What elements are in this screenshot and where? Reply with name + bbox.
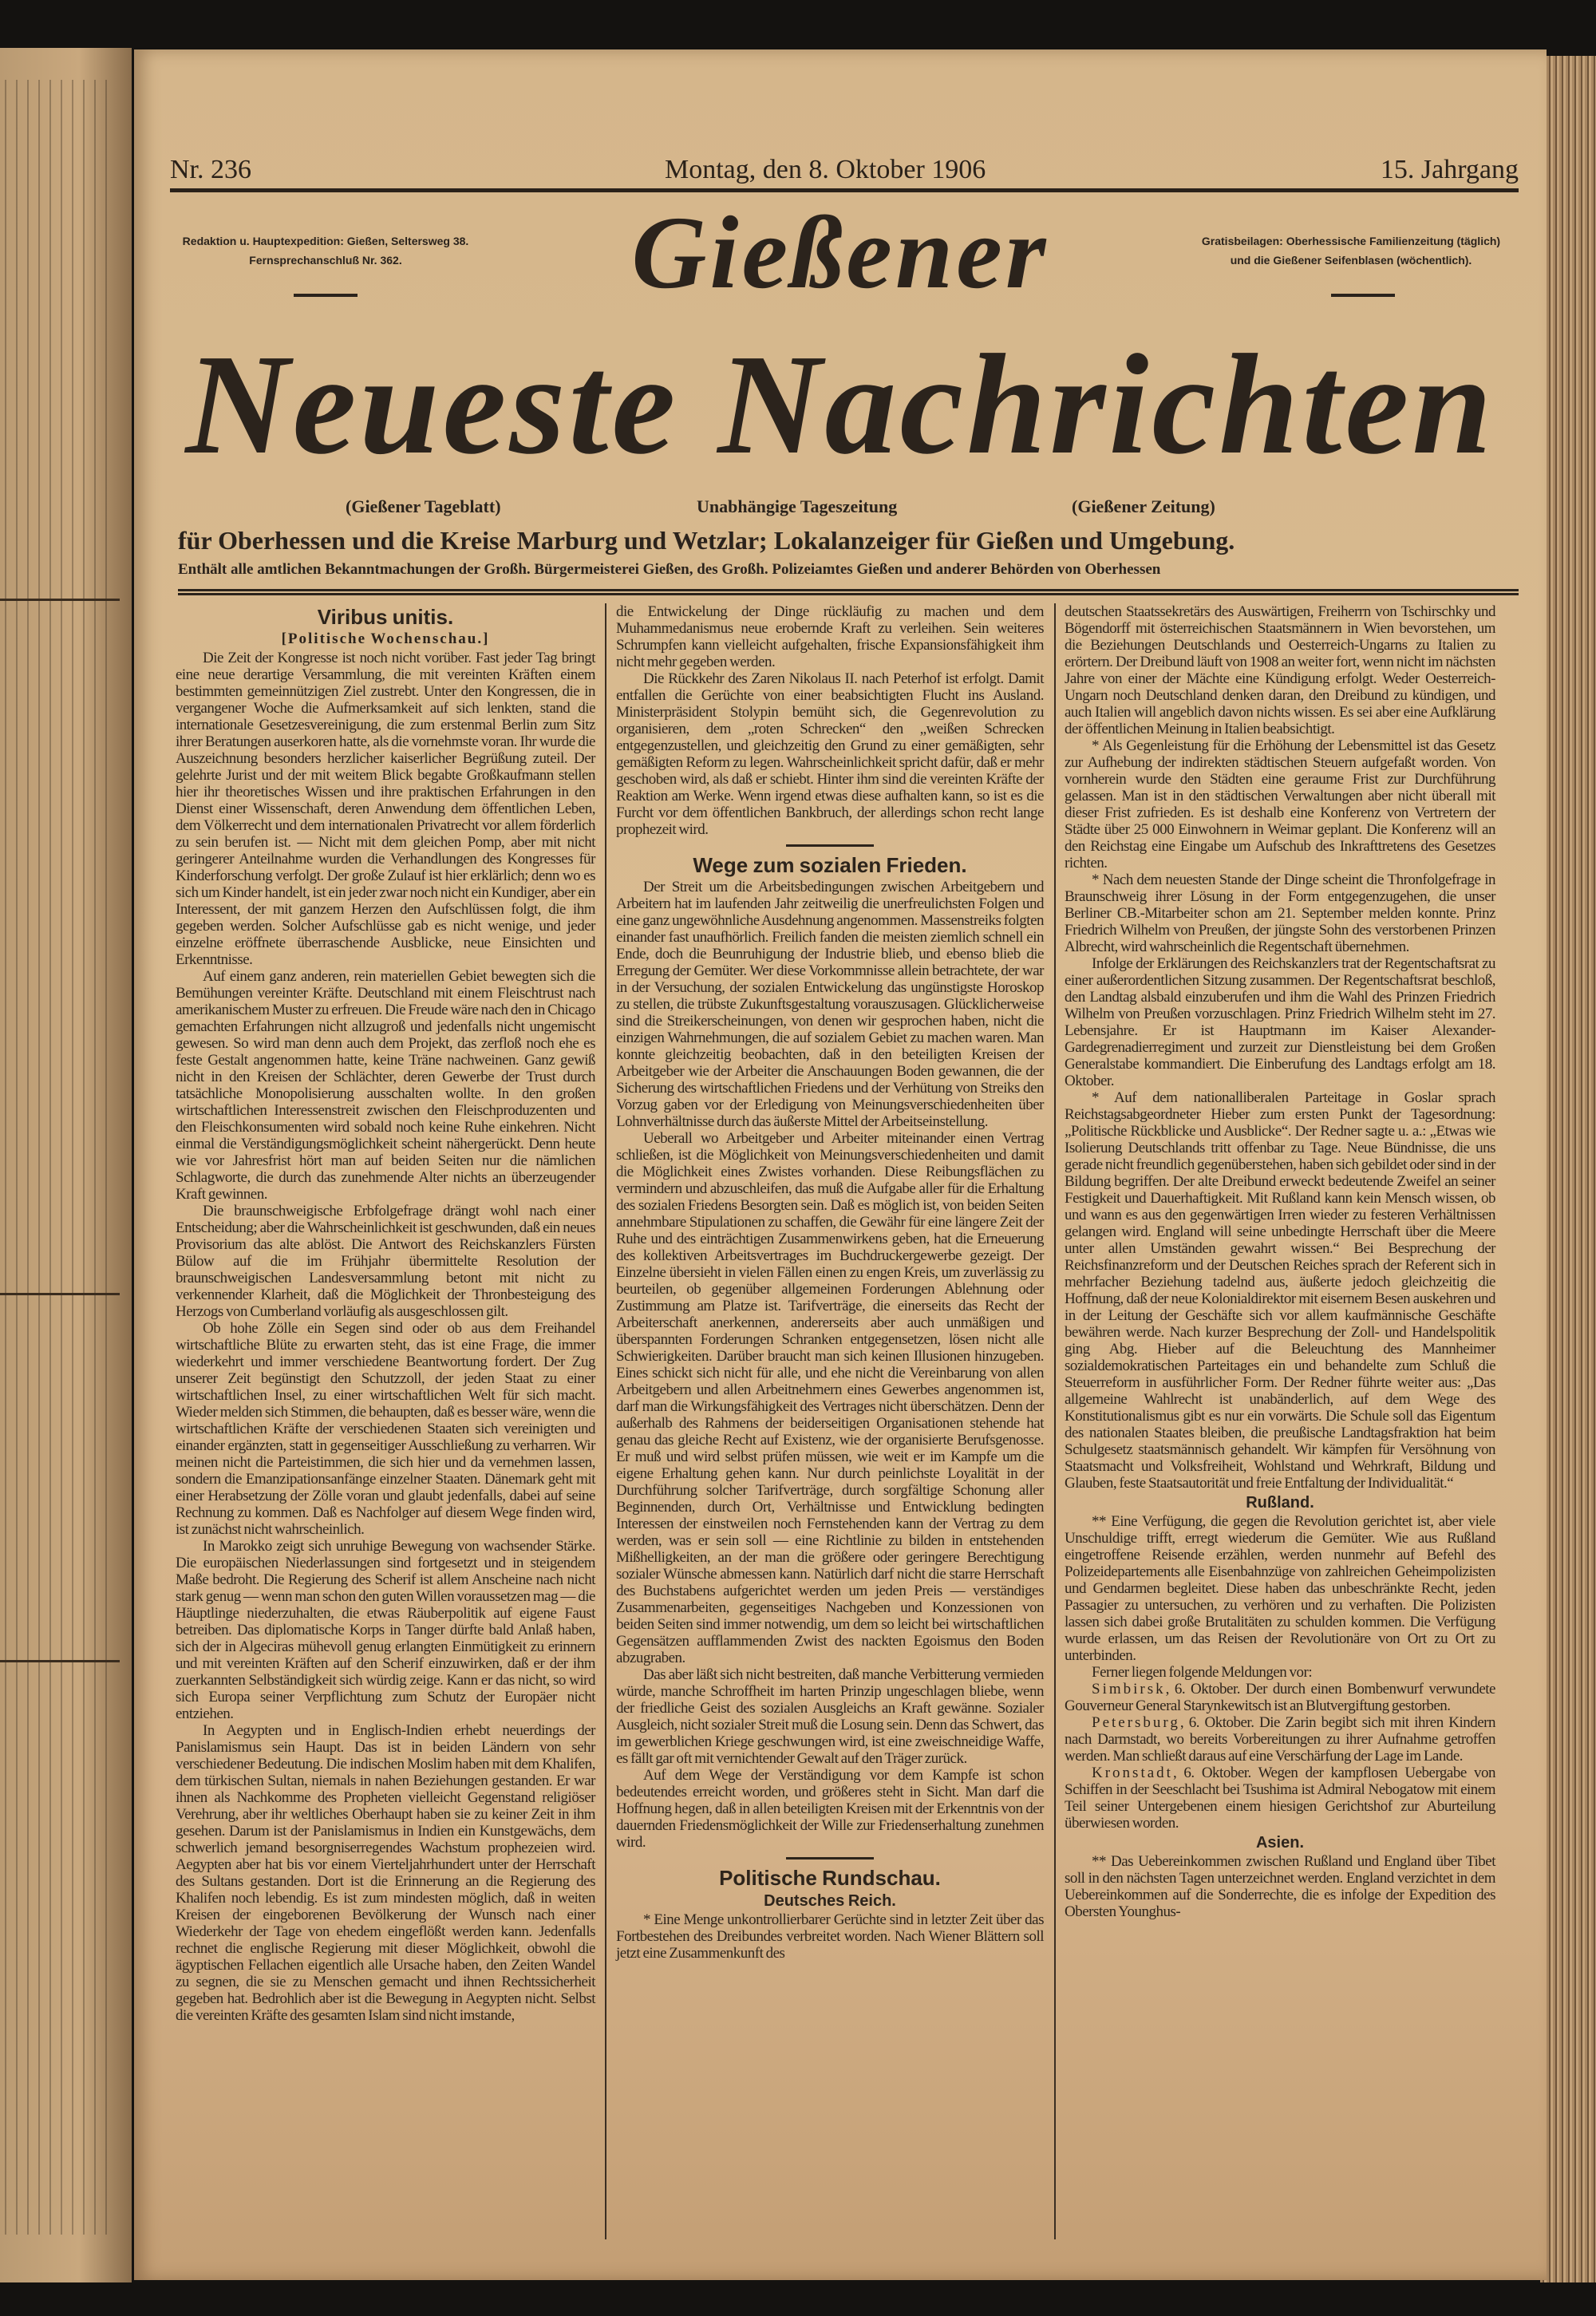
phone-text: Fernsprechanschluß Nr. 362. bbox=[249, 254, 402, 267]
page-stack-edge bbox=[1540, 56, 1596, 2282]
paragraph: ** Eine Verfügung, die gegen die Revolution gerichtet ist, aber viele Unschuldige trifft, erregt wiederum die Gemüter. Wie aus Rußland eingetroffene Reisende erzählen, werden nunmehr auf Befehl des Polizeidepartements alle Eisenbahnzüge von zahlreichen Geheimpolizisten und Gendarmen begleitet. Diese haben das unbeschränkte Recht, jeden Passagier zu untersuchen, zu verhören und zu verhaften. Die Polizisten lassen sich dabei große Brutalitäten zu schulden kommen. Die Verfügung wurde erlassen, um das Reisen der Revolutionäre von Ort zu Ort zu unterbinden. bbox=[1065, 1513, 1495, 1664]
header-double-rule bbox=[178, 589, 1519, 595]
paragraph: Ob hohe Zölle ein Segen sind oder ob aus dem Freihandel wirtschaftliche Blüte zu erwarten steht, das ist eine Frage, die immer wiederkehrt und immer verschiedene Beantwortung fordert. Der Zug unserer Zeit begünstigt den Schutzzoll, der jeden Staat zu einer wirtschaftlichen Insel, zu einer wirtschaftlichen Welt für sich macht. Wieder melden sich Stimmen, die behaupten, daß es besser wäre, wenn die wirtschaftlichen Kräfte der verschiedenen Staaten sich vereinigten und einander ergänzten, statt in gegenseitiger Ausschließung zu verharren. Wir meinen nicht die Parteistimmen, die sich hier und da vernehmen lassen, sondern die Emanzipationsanfänge einzelner Staaten. Dänemark geht mit einer Herabsetzung der Zölle voran und glaubt jedenfalls, dabei auf seine Rechnung zu kommen. Daß es Nachfolger auf diesem Wege finden wird, ist zunächst nicht wahrscheinlich. bbox=[176, 1320, 595, 1538]
paragraph: Die braunschweigische Erbfolgefrage drängt wohl nach einer Entscheidung; aber die Wahrscheinlichkeit ist geschwunden, daß ein neues Provisorium das alte ablöst. Die Antwort des Reichskanzlers Fürsten Bülow auf die im Frühjahr übermittelte Resolution der braunschweigischen Landesversammlung betont mit nicht zu verkennender Klarheit, daß die Möglichkeit der Thronbesteigung des Herzogs von Cumberland vorläufig als ausgeschlossen gilt. bbox=[176, 1203, 595, 1320]
supplements-note bbox=[1175, 231, 1527, 270]
issue-date: Montag, den 8. Oktober 1906 bbox=[665, 155, 986, 184]
report-place: Kronstadt bbox=[1092, 1765, 1173, 1781]
masthead-title-top: Gießener bbox=[631, 196, 1049, 310]
report-place: Simbirsk bbox=[1092, 1681, 1166, 1697]
subtitle-right: (Gießener Zeitung) bbox=[1072, 496, 1215, 516]
paragraph: ** Das Uebereinkommen zwischen Rußland und England über Tibet soll in den nächsten Tagen unterzeichnet werden. England verzichtet in dem Uebereinkommen auf die Sonderrechte, die es infolge der Expedition des Obersten Younghus- bbox=[1065, 1853, 1495, 1920]
section-heading: Politische Rundschau. bbox=[719, 1866, 941, 1890]
divider bbox=[786, 844, 874, 847]
paragraph: * Als Gegenleistung für die Erhöhung der Lebensmittel ist das Gesetz zur Aufhebung der indirekten städtischen Steuern aufgefaßt worden. Von vornherein wurde den Städten eine geraume Frist zur Durchführung gelassen. Man ist in den städtischen Verwaltungen aber nicht überall mit dieser Frist zufrieden. Es ist deshalb eine Konferenz von Vertretern der Städte über 25 000 Einwohnern in Weimar geplant. Die Konferenz will an den Reichstag eine Eingabe um Aufschub des Inkrafttretens des Gesetzes richten. bbox=[1065, 737, 1495, 871]
report-text: , 6. Oktober. Der durch einen Bombenwurf verwundete Gouverneur General Starynkewitsch ist an Blutvergiftung gestorben. bbox=[1065, 1681, 1495, 1714]
paragraph: deutschen Staatssekretärs des Auswärtigen, Freiherrn von Tschirschky und Bögendorff mit österreichischen Staatsmännern in Wien bevorstehen, um die Beziehungen Deutschlands und Oesterreich-Ungarns zu Italien zu erörtern. Der Dreibund läuft von 1908 an weiter fort, wenn nicht im nächsten Jahre von einer der Mächte eine Kündigung erfolgt. Weder Oesterreich-Ungarn noch Deutschland denken daran, den Dreibund zu kündigen, und auch Italien will angeblich davon nichts wissen. Es sei aber eine Aufklärung der öffentlichen Meinung in Italien beabsichtigt. bbox=[1065, 603, 1495, 737]
paragraph: Ferner liegen folgende Meldungen vor: bbox=[1092, 1664, 1313, 1681]
paragraph: In Aegypten und in Englisch-Indien erhebt neuerdings der Panislamismus sein Haupt. Das ist in beiden Ländern von sehr verschiedener Bedeutung. Die indischen Moslim haben mit dem Khalifen, dem türkischen Sultan, niemals in nahen Beziehungen gestanden. Er war ihnen als Nachkomme des Propheten vielleicht Gegenstand religiöser Verehrung, aber ihr weltliches Oberhaupt haben sie zu keiner Zeit in ihm gesehen. Darum ist der Panislamismus in Indien ein Kunstgewächs, dem schwerlich jemand besorgniserregendes Wachstum prophezeien wird. Aegypten aber hat bis vor einem Vierteljahrhundert unter der Herrschaft des Sultans gestanden. Dort ist die Erinnerung an die Regierung des Khalifen noch lebendig. Es ist zum mindesten möglich, daß in weiten Kreisen der eingeborenen Bevölkerung der Wunsch nach einer Wiederkehr der Tage von ehedem eingeflößt werden kann. Jedenfalls rechnet die englische Regierung mit dieser Möglichkeit, obwohl die ägyptischen Fellachen eigentlich alle Ursache haben, den Zeiten Wandel zu segnen, die sie zu Menschen gemacht und ihnen Rechtssicherheit gegeben hat. Bedrohlich aber ist die Bewegung in Aegypten nicht. Selbst die vereinten Kräfte des gesamten Islam sind nicht imstande, bbox=[176, 1722, 595, 2024]
paragraph: Das aber läßt sich nicht bestreiten, daß manche Verbitterung vermieden würde, manche Schroffheit im harten Prinzip ungeschlagen bliebe, wenn der friedliche Geist des sozialen Ausgleichs an Kraft gewänne. Sozialer Ausgleich, nicht sozialer Streit muß die Losung sein. Denn das Schwert, das im gewerblichen Kriege geschwungen wird, ist eine zweischneidige Waffe, es fällt gar oft mit vernichtender Gewalt auf den Träger zurück. bbox=[616, 1666, 1044, 1767]
facing-page-rule bbox=[0, 1660, 120, 1662]
column-rule bbox=[605, 603, 606, 2239]
report-place: Petersburg bbox=[1092, 1714, 1180, 1731]
section-heading: Rußland. bbox=[1246, 1494, 1314, 1512]
news-report bbox=[1065, 1714, 1495, 1765]
paragraph: Ueberall wo Arbeitgeber und Arbeiter miteinander einen Vertrag schließen, ist die Möglichkeit von Meinungsverschiedenheiten und damit die Möglichkeit eines Zwistes vorhanden. Diese Reibungsflächen zu vermindern und abzuschleifen, das muß die Aufgabe aller für die Erhaltung des sozialen Friedens Besorgten sein. Daß es möglich ist, von beiden Seiten annehmbare Stipulationen zu schaffen, die Gewähr für eine längere Zeit der Ruhe und des einträchtigen Zusammenwirkens geben, hat die Erneuerung des kollektiven Arbeitsvertrages im Buchdruckergewerbe gezeigt. Der Einzelne übersieht in vielen Fällen einen zu engen Kreis, um zuverlässig zu beurteilen, ob gegenüber allgemeinen Forderungen Ablehnung oder Zustimmung am Platze ist. Tarifverträge, die einerseits das Recht der Arbeiterschaft anerkennen, andererseits aber auch unmäßigen und überspannten Forderungen Schranken entgegensetzen, lösen nicht alle Schwierigkeiten. Darüber braucht man sich keinen Illusionen hinzugeben. Eines schickt sich nicht für alle, und ehe nicht die Vereinbarung von allen Arbeitgebern und allen Arbeitnehmern eines Gewerbes angenommen ist, darf man die Wirkungsfähigkeit des Vertrages nicht überschätzen. Denn der außerhalb des Rahmens der beiderseitigen Organisationen stehende hat genau das gleiche Recht auf Existenz, wie der organisierte Berufsgenosse. Er muß und wird selbst prüfen müssen, wie weit er im Kampfe um die eigene Erhaltung gehen kann. Nur durch peinlichste Loyalität in der Durchführung solcher Tarifverträge, durch sorgfältige Schonung aller Beginnenden, durch Ort, Verhältnisse und Entwicklung bedingten Interessen der einstweilen noch Fernstehenden kann der Vertrag zu dem werden, was er sein soll — eine Richtlinie zu bilden in entstehenden Mißhelligkeiten, an der man die größere oder geringere Berechtigung sozialer Wünsche abmessen kann. Natürlich darf nicht die starre Herrschaft des Buchstabens aufgerichtet werden um jeden Preis — verständiges Zusammenarbeiten, gegenseitiges Nachgeben und Konzessionen von beiden Seiten sind immer notwendig, um dem so leicht bei wirtschaftlichen Gegensätzen aufflammenden Zwist des nackten Egoismus den Boden abzugraben. bbox=[616, 1130, 1044, 1666]
region-line: für Oberhessen und die Kreise Marburg und Wetzlar; Lokalanzeiger für Gießen und Umgebung. bbox=[178, 526, 1235, 555]
facing-page-rule bbox=[0, 599, 120, 601]
volume: 15. Jahrgang bbox=[1380, 155, 1519, 184]
paragraph: Die Rückkehr des Zaren Nikolaus II. nach Peterhof ist erfolgt. Damit entfallen die Gerüchte von einer beabsichtigten Flucht ins Ausland. Ministerpräsident Stolypin bemüht sich, die Gegenrevolution zu organisieren, dem „roten Schrecken“ den „weißen Schrecken entgegenzustellen, und gleichzeitig den Grund zu einer gemäßigten, sehr gemäßigten Reform zu legen. Wahrscheinlichkeit spricht dafür, daß er mehr geschoben wird, als daß er schiebt. Hinter ihm sind die vereinten Kräfte der Reaktion am Werke. Wenn irgend etwas diese aufhalten kann, so ist es die Furcht vor dem öffentlichen Bankbruch, der allerdings schon recht lange prophezeit wird. bbox=[616, 670, 1044, 838]
facing-page-edge bbox=[0, 48, 132, 2282]
supplements-text-2: und die Gießener Seifenblasen (wöchentlich). bbox=[1230, 254, 1472, 267]
section-heading: Asien. bbox=[1255, 1834, 1305, 1852]
divider bbox=[1331, 294, 1395, 297]
paragraph: Auf dem Wege der Verständigung vor dem Kampfe ist schon bedeutendes erreicht worden, und größeres steht in Sicht. Man darf die Hoffnung hegen, daß in allen beteiligten Kreisen mit der Erkenntnis von der dauernden Friedensmöglichkeit der Wille zur Friedenserhaltung zunehmen wird. bbox=[616, 1767, 1044, 1851]
official-notice-line: Enthält alle amtlichen Bekanntmachungen der Großh. Bürgermeisterei Gießen, des Großh. Polizeiamtes Gießen und anderer Behörden von Oberhessen bbox=[178, 561, 1161, 578]
article-subheading: [Politische Wochenschau.] bbox=[281, 630, 490, 647]
paragraph: * Nach dem neuesten Stande der Dinge scheint die Thronfolgefrage in Braunschweig ihrer Lösung in der Form entgegenzugehen, die unser Berliner CB.-Mitarbeiter schon am 21. September melden konnte. Prinz Friedrich Wilhelm von Preußen, der jüngste Sohn des verstorbenen Prinzen Albrecht, wird wahrscheinlich die Regentschaft übernehmen. bbox=[1065, 871, 1495, 955]
newspaper-page bbox=[134, 49, 1547, 2280]
paragraph: Der Streit um die Arbeitsbedingungen zwischen Arbeitgebern und Arbeitern hat im laufenden Jahr zeitweilig die unerfreulichsten Folgen und eine ganz ungewöhnliche Ausdehnung angenommen. Massenstreiks folgten einander fast unaufhörlich. Freilich fanden die meisten ziemlich schnell ein Ende, doch die Beunruhigung der Industrie blieb, und ebenso blieb die Erregung der Gemüter. Wer diese Vorkommnisse allein betrachtete, der war in der Versuchung, der sozialen Entwickelung das ungünstigste Horoskop zu stellen, die trübste Zukunftsgestaltung vorauszusagen. Glücklicherweise sind die Streikerscheinungen, von denen wir gesprochen haben, nicht die einzigen Wahrnehmungen, die auf sozialem Gebiet zu machen waren. Man konnte gleichzeitig beobachten, daß in den beteiligten Kreisen der Arbeitgeber wie der Arbeiter die Anschauungen Boden gewannen, die der Sicherung des wirtschaftlichen Friedens und der Verhütung von Streiks den Vorzug gaben vor der Erledigung von Meinungsverschiedenheiten über Lohnverhältnisse durch das äußerste Mittel der Arbeitseinstellung. bbox=[616, 879, 1044, 1130]
column-rule bbox=[1054, 603, 1056, 2239]
subtitle-center: Unabhängige Tageszeitung bbox=[697, 496, 898, 516]
subtitle-left: (Gießener Tageblatt) bbox=[346, 496, 501, 516]
paragraph: Die Zeit der Kongresse ist noch nicht vorüber. Fast jeder Tag bringt eine neue derartige Versammlung, die mit vereinten Kräften einem bestimmten gemeinnützigen Ziel zustrebt. Unter den Kongressen, die in vergangener Woche die Aufmerksamkeit auf sich lenkten, stand die internationale Gesetzesvereinigung, die zum erstenmal Berlin zum Sitz ihrer Beratungen auserkoren hatte, als die vornehmste voran. Ihr wurde die Auszeichnung besonders herzlicher kaiserlicher Begrüßung zuteil. Der gelehrte Jurist und der mit weitem Blick begabte Großkaufmann stellen hier ihr theoretisches Wissen und ihre praktischen Erfahrungen in den Dienst einer Wissenschaft, deren Anwendung dem öffentlichen Leben, dem Völkerrecht und dem internationalen Privatrecht vor allem förderlich zu sein berufen ist. — Nicht mit dem gleichen Pomp, aber mit nicht geringerer Anteilnahme wurden die Verhandlungen des Kongresses für Kinderforschung verfolgt. Der große Zulauf ist hier erklärlich; denn wo es sich um Kinder handelt, ist ein jeder zwar noch nicht ein Kundiger, aber ein Interessent, der mit ganzem Herzen den Aufschlüssen folgt, die ihm gegeben werden. Solcher Aufschlüsse gab es nicht wenige, und jeder einzelne eröffnete überraschende Ausblicke, neue Einsichten und Erkenntnisse. bbox=[176, 650, 595, 968]
report-text: , 6. Oktober. Die Zarin begibt sich mit ihren Kindern nach Darmstadt, wo bereits Vorbereitungen zu ihrer Aufnahme getroffen werden. Man schließt daraus auf eine Verschärfung der Lage im Lande. bbox=[1065, 1714, 1495, 1765]
article-heading: Wege zum sozialen Frieden. bbox=[693, 853, 967, 877]
issue-number: Nr. 236 bbox=[170, 155, 251, 184]
supplements-text: Gratisbeilagen: Oberhessische Familienzeitung (täglich) bbox=[1201, 235, 1501, 247]
column-2 bbox=[616, 603, 1044, 1962]
section-subheading: Deutsches Reich. bbox=[764, 1892, 896, 1910]
divider bbox=[786, 1857, 874, 1860]
masthead-title-main: Neueste Nachrichten bbox=[185, 325, 1495, 484]
facing-page-text bbox=[5, 80, 117, 2235]
paragraph: die Entwickelung der Dinge rückläufig zu machen und dem Muhammedanismus neue erobernde Kraft zu verleihen. Sein weiteres Schrumpfen kann vielleicht aufgehalten, frische Expansionsfähigkeit ihm nicht mehr gegeben werden. bbox=[616, 603, 1044, 670]
report-text: , 6. Oktober. Wegen der kampflosen Uebergabe von Schiffen in der Seeschlacht bei Tsushima ist Admiral Nebogatow mit einem Teil seiner Untergebenen einem hiesigen Gerichtshof zur Aburteilung überwiesen worden. bbox=[1065, 1765, 1495, 1832]
facing-page-rule bbox=[0, 1293, 120, 1295]
address-text: Redaktion u. Hauptexpedition: Gießen, Seltersweg 38. bbox=[182, 235, 469, 247]
paragraph: * Eine Menge unkontrollierbarer Gerüchte sind in letzter Zeit über das Fortbestehen des Dreibundes verbreitet worden. Nach Wiener Blättern soll jetzt eine Zusammenkunft des bbox=[616, 1911, 1044, 1962]
paragraph: Infolge der Erklärungen des Reichskanzlers trat der Regentschaftsrat zu einer außerordentlichen Sitzung zusammen. Der Regentschaftsrat beschloß, den Landtag alsbald einzuberufen und ihm die Wahl des Prinzen Friedrich Wilhelm von Preußen vorzuschlagen. Prinz Friedrich Wilhelm steht im 27. Lebensjahre. Er ist Hauptmann im Kaiser Alexander-Gardegrenadierregiment und zurzeit zur Dienstleistung bei dem Großen Generalstabe kommandiert. Die Einberufung des Landtags erfolgt am 18. Oktober. bbox=[1065, 955, 1495, 1089]
news-report bbox=[1065, 1681, 1495, 1714]
paragraph: In Marokko zeigt sich unruhige Bewegung von wachsender Stärke. Die europäischen Niederlassungen sind fortgesetzt und in steigendem Maße bedroht. Die Regierung des Scherif ist allem Anscheine nach nicht stark genug — wenn man schon den guten Willen voraussetzen mag — die Häuptlinge niederzuhalten, die etwas Räuberpolitik auf eigene Faust betreiben. Das diplomatische Korps in Tanger dürfte bald Anlaß haben, sich der in Algeciras mühevoll genug erlangten Einmütigkeit zu erinnern und mit vereinten Kräften auf den Scherif einzuwirken, daß er der ihm zuerkannten Selbständigkeit sich würdig zeige. Kann er das nicht, so wird sich Europa seiner Verpflichtung zum Schutz der Europäer nicht entziehen. bbox=[176, 1538, 595, 1722]
column-3 bbox=[1065, 603, 1495, 1920]
paragraph: Auf einem ganz anderen, rein materiellen Gebiet bewegten sich die Bemühungen vereinter Kräfte. Deutschland mit einem Fleischtrust nach amerikanischem Muster zu erfreuen. Die Freude wäre nach den in Chicago gemachten Erfahrungen nicht allzugroß und jedenfalls nicht ungemischt gewesen. So wird man denn auch dem Projekt, das zerfloß noch ehe es feste Gestalt angenommen hatte, keine Träne nachweinen. Ganz gewiß nicht in den Kreisen der Schlächter, deren Gewerbe der Trust durch tatsächliche Monopolisierung ausschalten wollte. In den großen wirtschaftlichen Interessenstreit zwischen den Fleischproduzenten und den Fleischkonsumenten wird sobald noch keine Ruhe einkehren. Nicht einmal die Verständigungsmöglichkeit scheint nähergerückt. Denn heute wie vor Jahresfrist hört man auf beiden Seiten nur die nämlichen Schlagworte, die durch das zunehmende Alter nichts an überzeugender Kraft gewinnen. bbox=[176, 968, 595, 1203]
column-1 bbox=[176, 603, 595, 2024]
header-rule bbox=[170, 188, 1519, 192]
news-report bbox=[1065, 1765, 1495, 1832]
article-heading: Viribus unitis. bbox=[317, 605, 454, 629]
dateline bbox=[170, 155, 1519, 187]
paragraph: * Auf dem nationalliberalen Parteitage in Goslar sprach Reichstagsabgeordneter Hieber zum ersten Punkt der Tagesordnung: „Politische Rückblicke und Ausblicke“. Der Redner sagte u. a.: „Etwas wie Isolierung Deutschlands tritt offenbar zu Tage. Neue Bündnisse, die uns gerade nicht freundlich gegenüberstehen, haben sich gebildet oder sind in der Bildung begriffen. Der alte Dreibund erweckt bedeutende Zweifel an seiner Festigkeit und Dauerhaftigkeit. Mit Rußland kann kein Mensch wissen, ob und wann es aus den gegenwärtigen Irren wieder zu festeren Verhältnissen gelangen wird. England will seine unbedingte Herrschaft über die Meere unter allen Umständen gewahrt wissen.“ Bei Besprechung der Reichsfinanzreform und der Deutschen Reiches sprach der Referent sich in mehrfacher Beziehung tadelnd aus, äußerte jedoch gleichzeitig die Hoffnung, daß der neue Kolonialdirektor mit eisernem Besen auskehren und in der Leitung der Geschäfte sich vor allem kaufmännische Geschäfte bewähren werde. Nach kurzer Besprechung der Zoll- und Handelspolitik ging Abg. Hieber auf die Beleuchtung des Mannheimer sozialdemokratischen Parteitages ein und behandelte zum Schluß die Steuerreform in ausführlicher Form. Der Redner führte weiter aus: „Das allgemeine Wahlrecht ist unabänderlich, auf dem Wege des Konstitutionalismus gibt es nur ein vorwärts. Die Schule soll das Eigentum des nationalen Staates bleiben, die preußische Landtagsfraktion hat beim Schulgesetz staatsmännisch gehandelt. Wir kämpfen für Versöhnung von Staatsmacht und Volksfreiheit, Wohlstand und Wehrkraft, Bildung und Glauben, feste Staatsautorität und freie Entfaltung der Individualität.“ bbox=[1065, 1089, 1495, 1492]
